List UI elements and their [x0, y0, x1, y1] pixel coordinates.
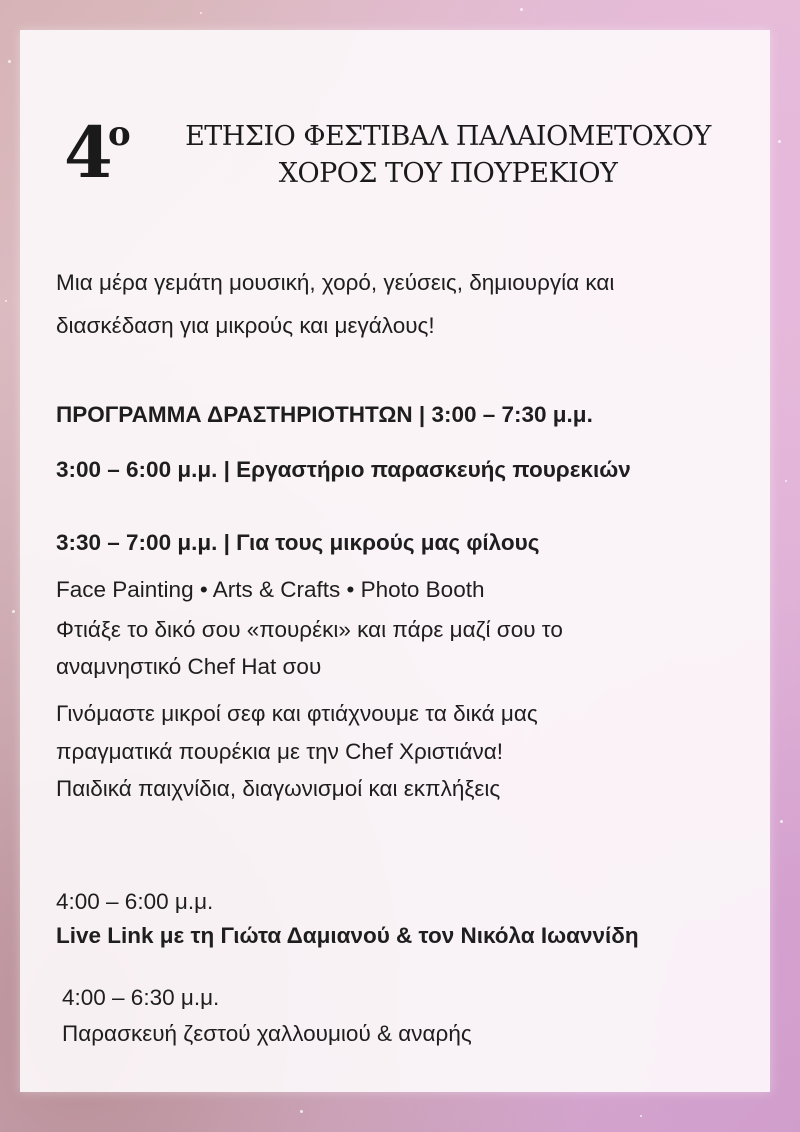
intro-line-2: διασκέδαση για μικρούς και μεγάλους!	[56, 313, 435, 338]
title-line-1: ΕΤΗΣΙΟ ΦΕΣΤΙΒΑΛ ΠΑΛΑΙΟΜΕΤΟΧΟΥ	[185, 121, 711, 152]
kids-heading: 3:30 – 7:00 μ.μ. | Για τους μικρούς μας φίλους	[56, 530, 540, 555]
title-number: 4	[64, 111, 113, 194]
live-time: 4:00 – 6:00 μ.μ.	[56, 889, 214, 914]
kids-line-6: Παιδικά παιχνίδια, διαγωνισμοί και εκπλήξεις	[56, 776, 501, 801]
live-title: Live Link με τη Γιώτα Δαμιανού & τον Νικόλα Ιωαννίδη	[56, 923, 639, 948]
kids-line-4: Γινόμαστε μικροί σεφ και φτιάχνουμε τα δικά μας	[56, 701, 538, 726]
title-superscript: ο	[108, 114, 131, 154]
program-heading: ΠΡΟΓΡΑΜΜΑ ΔΡΑΣΤΗΡΙΟΤΗΤΩΝ | 3:00 – 7:30 μ.μ.	[56, 402, 593, 427]
halloumi-time: 4:00 – 6:30 μ.μ.	[62, 985, 220, 1010]
kids-line-3: αναμνηστικό Chef Hat σου	[56, 654, 322, 679]
halloumi-title: Παρασκευή ζεστού χαλλουμιού & αναρής	[62, 1021, 472, 1046]
workshop-heading: 3:00 – 6:00 μ.μ. | Εργαστήριο παρασκευής πουρεκιών	[56, 457, 631, 482]
kids-activities: Face Painting • Arts & Crafts • Photo Booth	[56, 577, 485, 602]
title-line-2: ΧΟΡΟΣ ΤΟΥ ΠΟΥΡΕΚΙΟΥ	[278, 158, 618, 189]
intro-line-1: Μια μέρα γεμάτη μουσική, χορό, γεύσεις, δημιουργία και	[56, 270, 615, 295]
kids-line-5: πραγματικά πουρέκια με την Chef Χριστιάνα!	[56, 739, 504, 764]
kids-line-2: Φτιάξε το δικό σου «πουρέκι» και πάρε μαζί σου το	[56, 617, 563, 642]
page-title	[148, 118, 748, 192]
